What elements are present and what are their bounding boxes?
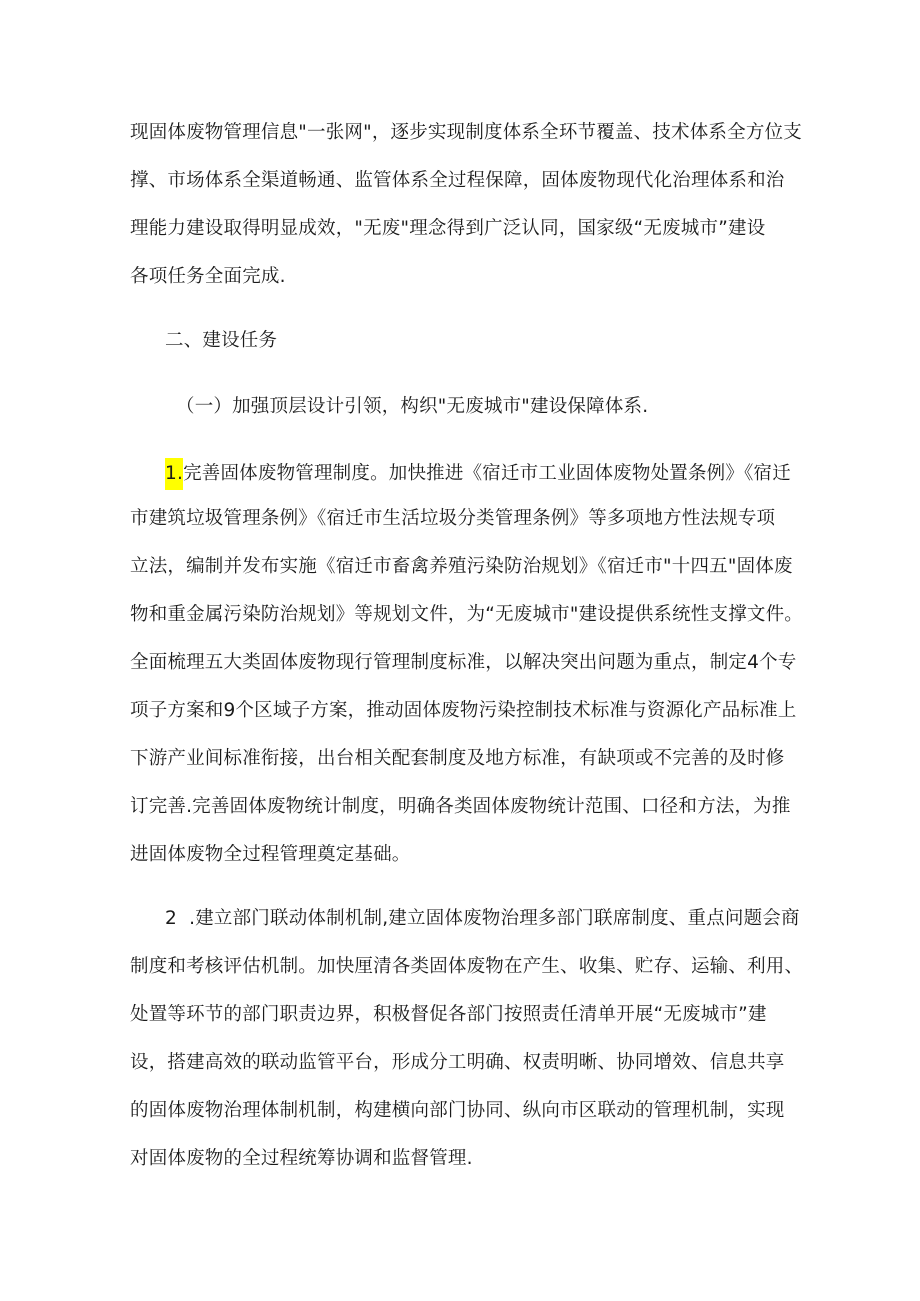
item2-line: 对固体废物的全过程统筹协调和监督管理. — [130, 1148, 473, 1169]
section-heading: 二、建设任务 — [165, 330, 278, 351]
item1-line: 下游产业间标准衔接，出台相关配套制度及地方标准，有缺项或不完善的及时修 — [130, 748, 785, 769]
intro-line: 现固体废物管理信息"一张网"，逐步实现制度体系全环节覆盖、技术体系全方位支 — [130, 122, 802, 143]
subsection-heading: （一）加强顶层设计引领，构织"无废城市"建设保障体系. — [176, 396, 649, 417]
item2-line: 的固体废物治理体制机制，构建横向部门协同、纵向市区联动的管理机制，实现 — [130, 1100, 785, 1121]
item1-line: 进固体废物全过程管理奠定基础。 — [130, 844, 411, 865]
intro-line: 各项任务全面完成. — [130, 266, 286, 287]
item1-line: 全面梳理五大类固体废物现行管理制度标准，以解决突出问题为重点，制定4个专 — [130, 652, 797, 673]
item1-line: 物和重金属污染防治规划》等规划文件，为“无废城市"建设提供系统性支撑文件。 — [130, 604, 803, 625]
item2-line: 设，搭建高效的联动监管平台，形成分工明确、权责明晰、协同增效、信息共享 — [130, 1052, 785, 1073]
item1-first-line — [165, 458, 835, 490]
item2-first-line: 2 .建立部门联动体制机制,建立固体废物治理多部门联席制度、重点问题会商 — [165, 908, 800, 929]
item1-line: 项子方案和9个区域子方案，推动固体废物污染控制技术标准与资源化产品标准上 — [130, 700, 797, 721]
item1-line: 市建筑垃圾管理条例》《宿迁市生活垃圾分类管理条例》等多项地方性法规专项 — [130, 508, 776, 529]
item1-number: 1. — [165, 458, 183, 490]
intro-line: 撑、市场体系全渠道畅通、监管体系全过程保障，固体废物现代化治理体系和治 — [130, 170, 785, 191]
item2-line: 处置等环节的部门职责边界，积极督促各部门按照责任清单开展“无废城市”建 — [130, 1004, 767, 1025]
item1-line: 立法，编制并发布实施《宿迁市畜禽养殖污染防治规划》《宿迁市"十四五"固体废 — [130, 556, 793, 577]
item1-line: 订完善.完善固体废物统计制度，明确各类固体废物统计范围、口径和方法，为推 — [130, 796, 791, 817]
item2-line: 制度和考核评估机制。加快厘清各类固体废物在产生、收集、贮存、运输、利用、 — [130, 956, 804, 977]
intro-line: 理能力建设取得明显成效，"无废"理念得到广泛认同，国家级“无废城市”建设 — [130, 218, 766, 239]
item1-first-line-text: 完善固体废物管理制度。加快推进《宿迁市工业固体废物处置条例》《宿迁 — [183, 463, 791, 484]
